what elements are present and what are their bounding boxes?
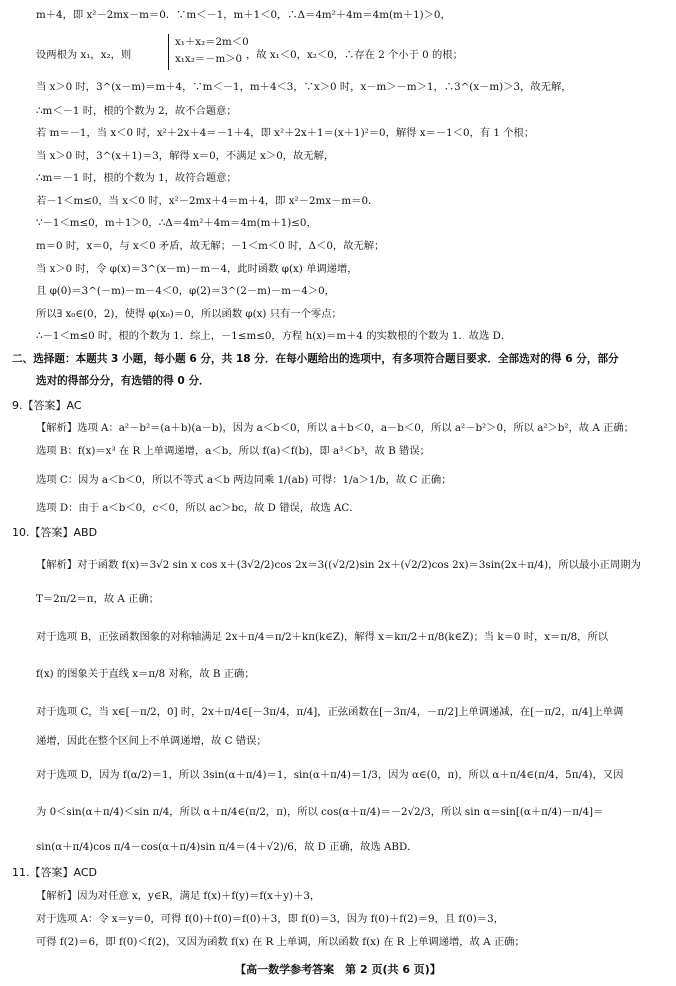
text-line: 所以∃ x₀∈(0，2)，使得 φ(x₀)＝0，所以函数 φ(x) 只有一个零点；: [36, 308, 342, 320]
text-line: 若 m＝－1，当 x＜0 时，x²＋2x＋4＝－1＋4，即 x²＋2x＋1＝(x＋1)²＝0，解得 x＝－1＜0，有 1 个根；: [36, 127, 535, 139]
q11-line: 【解析】因为对任意 x，y∈R，满足 f(x)＋f(y)＝f(x＋y)＋3，: [36, 890, 321, 902]
brace-system: [168, 34, 249, 70]
text-line: ∴m＝－1 时，根的个数为 1，故符合题意；: [36, 172, 237, 184]
page-footer: 【高一数学参考答案 第 2 页(共 6 页)】: [235, 963, 441, 976]
q9-line: 选项 C：因为 a＜b＜0，所以不等式 a＜b 两边同乘 1/(ab) 可得：1/a＞1/b，故 C 正确；: [36, 474, 452, 486]
q10-line: 【解析】对于函数 f(x)＝3√2 sin x cos x＋(3√2/2)cos 2x＝3((√2/2)sin 2x＋(√2/2)cos 2x)＝3sin(2x＋π/4)，所以最小正周期为: [36, 559, 641, 571]
text-line: ∵－1＜m≤0，m＋1＞0，∴Δ＝4m²＋4m＝4m(m＋1)≤0，: [36, 217, 317, 229]
q10-line: 对于选项 D，因为 f(α/2)＝1，所以 3sin(α＋π/4)＝1，sin(α＋π/4)＝1/3，因为 α∈(0，π)，所以 α＋π/4∈(π/4，5π/4)，又因: [36, 769, 624, 781]
section-heading: 二、选择题：本题共 3 小题，每小题 6 分，共 18 分．在每小题给出的选项中，有多项符合题目要求．全部选对的得 6 分，部分: [12, 353, 619, 365]
text-line: m＝0 时，x＝0，与 x＜0 矛盾，故无解；－1＜m＜0 时，Δ＜0，故无解；: [36, 240, 385, 252]
system-label: 设两根为 x₁，x₂，则: [36, 49, 132, 61]
system-equation: x₁x₂＝－m＞0: [175, 53, 243, 65]
q10-line: f(x) 的图象关于直线 x＝π/8 对称，故 B 正确；: [36, 668, 255, 680]
system-conclusion: ，故 x₁＜0，x₂＜0，∴存在 2 个小于 0 的根；: [246, 49, 463, 61]
q10-line: 对于选项 B，正弦函数图象的对称轴满足 2x＋π/4＝π/2＋kπ(k∈Z)，解得 x＝kπ/2＋π/8(k∈Z)；当 k＝0 时，x＝π/8，所以: [36, 631, 609, 643]
text-line: 当 x＞0 时，3^(x＋1)＝3，解得 x＝0，不满足 x＞0，故无解，: [36, 150, 335, 162]
q11-line: 对于选项 A：令 x＝y＝0，可得 f(0)＋f(0)＝f(0)＋3，即 f(0)＝3，因为 f(0)＋f(2)＝9，且 f(0)＝3，: [36, 913, 504, 925]
text-line: ∴－1＜m≤0 时，根的个数为 1．综上，－1≤m≤0，方程 h(x)＝m＋4 的实数根的个数为 1．故选 D．: [36, 330, 512, 342]
q9-answer: 9.【答案】AC: [12, 399, 82, 412]
section-heading-cont: 选对的得部分分，有选错的得 0 分．: [36, 375, 210, 387]
q10-line: 递增，因此在整个区间上不单调递增，故 C 错误；: [36, 735, 267, 747]
q11-line: 可得 f(2)＝6，即 f(0)＜f(2)，又因为函数 f(x) 在 R 上单调，所以函数 f(x) 在 R 上单调递增，故 A 正确；: [36, 936, 525, 948]
q10-line: sin(α＋π/4)cos π/4－cos(α＋π/4)sin π/4＝(4＋√2)/6，故 D 正确，故选 ABD．: [36, 841, 418, 853]
text-line: ∴m＜－1 时，根的个数为 2，故不合题意；: [36, 105, 237, 117]
q10-line: T＝2π/2＝π，故 A 正确；: [36, 593, 160, 605]
equation-system: [36, 34, 648, 74]
q9-line: 选项 D：由于 a＜b＜0，c＜0，所以 ac＞bc，故 D 错误，故选 AC．: [36, 502, 360, 514]
text-line: 当 x＞0 时，令 φ(x)＝3^(x－m)－m－4，此时函数 φ(x) 单调递增，: [36, 263, 358, 275]
q11-answer: 11.【答案】ACD: [12, 866, 97, 879]
system-equation: x₁＋x₂＝2m＜0: [175, 36, 249, 48]
text-line: 且 φ(0)＝3^(－m)－m－4＜0，φ(2)＝3^(2－m)－m－4＞0，: [36, 285, 335, 297]
text-line: 当 x＞0 时，3^(x－m)＝m＋4，∵m＜－1，m＋4＜3，∵x＞0 时，x－m＞－m＞1，∴3^(x－m)＞3，故无解，: [36, 81, 572, 93]
q10-answer: 10.【答案】ABD: [12, 526, 98, 539]
q9-line: 选项 B：f(x)＝x³ 在 R 上单调递增，a＜b，所以 f(a)＜f(b)，即 a³＜b³，故 B 错误；: [36, 445, 430, 457]
q10-line: 对于选项 C，当 x∈[－π/2，0] 时，2x＋π/4∈[－3π/4，π/4]，正弦函数在[－3π/4，－π/2]上单调递减，在[－π/2，π/4]上单调: [36, 706, 624, 718]
text-line: 若－1＜m≤0，当 x＜0 时，x²－2mx＋4＝m＋4，即 x²－2mx－m＝0．: [36, 195, 379, 207]
q9-line: 【解析】选项 A：a²－b²＝(a＋b)(a－b)，因为 a＜b＜0，所以 a＋b＜0，a－b＜0，所以 a²－b²＞0，所以 a²＞b²，故 A 正确；: [36, 422, 634, 434]
q10-line: 为 0＜sin(α＋π/4)＜sin π/4，所以 α＋π/4∈(π/2，π)，所以 cos(α＋π/4)＝－2√2/3，所以 sin α＝sin[(α＋π/4)－π/4]＝: [36, 806, 604, 818]
text-line: m＋4，即 x²－2mx－m＝0．∵m＜－1，m＋1＜0，∴Δ＝4m²＋4m＝4m(m＋1)＞0，: [36, 9, 451, 21]
